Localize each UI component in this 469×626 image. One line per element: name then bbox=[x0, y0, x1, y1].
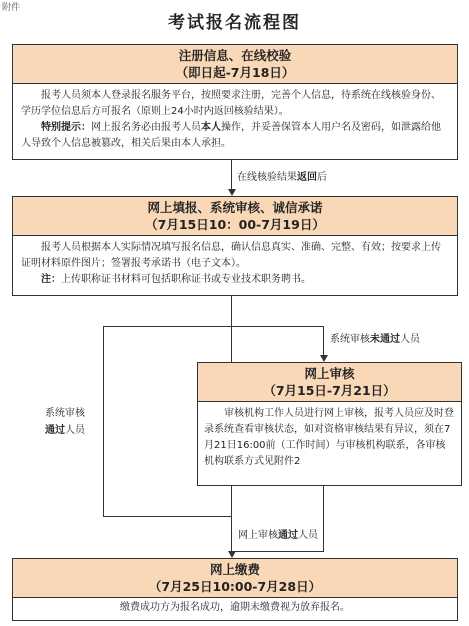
connector-1-label bbox=[237, 170, 327, 186]
step-payment-title: 网上缴费 bbox=[209, 562, 260, 577]
step-review-box bbox=[197, 362, 462, 486]
left-branch-label-post: 人员 bbox=[65, 425, 85, 436]
step-register-body bbox=[13, 84, 457, 156]
connector-2-label-pre: 系统审核 bbox=[330, 334, 370, 345]
connector-2-label-post: 人员 bbox=[400, 334, 420, 345]
step-fill-header bbox=[13, 197, 457, 236]
left-branch-label bbox=[35, 405, 95, 439]
fill-note-text: 上传职称证书材料可包括职称证书或专业技术职务聘书。 bbox=[61, 274, 311, 285]
step-register-box bbox=[12, 44, 458, 160]
left-branch-top bbox=[103, 326, 232, 327]
fill-note-label: 注： bbox=[41, 274, 61, 285]
step-payment-box bbox=[12, 558, 458, 621]
step-fill-text: 报考人员根据本人实际情况填写报名信息，确认信息真实、准确、完整、有效；按要求上传证明材料原件图片；签署报考承诺书（电子文本）。 bbox=[21, 242, 441, 269]
step-payment-text: 缴费成功方为报名成功，逾期未缴费视为放弃报名。 bbox=[120, 602, 350, 613]
note-text-strong: 本人 bbox=[201, 122, 221, 133]
connector-3 bbox=[323, 486, 324, 551]
left-branch-label-strong: 通过 bbox=[45, 425, 65, 436]
connector-1-label-post: 后 bbox=[317, 172, 327, 183]
step-payment-body bbox=[13, 598, 457, 618]
note-text-pre: 网上报名务必由报考人员 bbox=[91, 122, 201, 133]
left-branch-bottom bbox=[103, 516, 232, 517]
connector-3-label-pre: 网上审核 bbox=[238, 530, 278, 541]
connector-3-label bbox=[238, 528, 318, 544]
connector-1-label-pre: 在线核验结果 bbox=[237, 172, 297, 183]
left-branch-label-line1: 系统审核 bbox=[45, 408, 85, 419]
page-title: 考试报名流程图 bbox=[168, 13, 301, 33]
step-payment-header bbox=[13, 559, 457, 598]
arrow-1-head bbox=[228, 189, 236, 196]
step-review-body bbox=[198, 402, 461, 474]
step-review-text: 审核机构工作人员进行网上审核，报考人员应及时登录系统查看审核状态，如对资格审核结果有异议，须在7月21日16:00前（工作时间）与审核机构联系，各审核机构联系方式见附件2 bbox=[204, 408, 454, 467]
step-fill-box bbox=[12, 196, 458, 296]
step-fill-body bbox=[13, 236, 457, 292]
step-review-date: （7月15日-7月21日） bbox=[263, 383, 396, 398]
arrow-3-head bbox=[228, 551, 236, 558]
connector-3-label-strong: 通过 bbox=[278, 530, 298, 541]
step-payment-date: （7月25日10:00-7月28日） bbox=[148, 579, 322, 594]
step-register-header bbox=[13, 45, 457, 84]
connector-1-label-strong: 返回 bbox=[297, 172, 317, 183]
connector-2-label-strong: 未通过 bbox=[370, 334, 400, 345]
connector-3-label-post: 人员 bbox=[298, 530, 318, 541]
step-register-note bbox=[21, 120, 449, 152]
step-register-text: 报考人员须本人登录报名服务平台，按照要求注册，完善个人信息，待系统在线核验身份、学历学位信息后方可报名（原则上24小时内返回核验结果）。 bbox=[21, 90, 441, 117]
step-register-date: （即日起-7月18日） bbox=[175, 65, 295, 80]
step-review-header bbox=[198, 363, 461, 402]
connector-2-label bbox=[330, 332, 420, 348]
right-branch-vertical bbox=[323, 326, 324, 356]
attachment-label: 附件 bbox=[2, 3, 21, 13]
connector-3-join bbox=[231, 551, 324, 552]
step-fill-date: （7月15日10：00-7月19日） bbox=[145, 217, 325, 232]
left-branch-label-line2 bbox=[35, 422, 95, 439]
step-fill-note bbox=[21, 272, 449, 288]
arrow-2-head bbox=[320, 355, 328, 362]
connector-1 bbox=[231, 160, 232, 190]
note-text-post: 操作，并妥善保管本人用户名及密码，如泄露给他人导致个人信息被篡改，相关后果由本人承担。 bbox=[21, 122, 441, 149]
step-fill-title: 网上填报、系统审核、诚信承诺 bbox=[147, 200, 323, 215]
step-review-title: 网上审核 bbox=[304, 366, 355, 381]
note-label: 特别提示： bbox=[41, 122, 91, 133]
left-branch-vertical bbox=[103, 326, 104, 516]
step-register-title: 注册信息、在线校验 bbox=[178, 48, 292, 63]
right-branch-top bbox=[231, 326, 324, 327]
